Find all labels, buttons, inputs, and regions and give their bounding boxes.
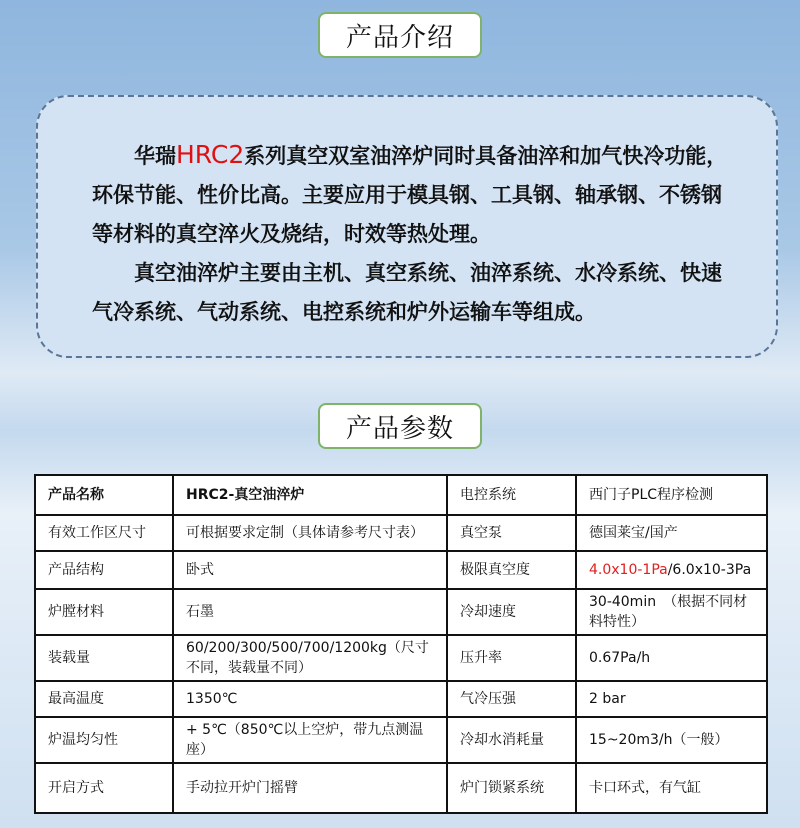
param-value: 15~20m3/h（一般）: [576, 717, 767, 763]
param-value: 德国莱宝/国产: [576, 515, 767, 551]
value-text: /6.0x10-3Pa: [667, 562, 752, 578]
param-value: 0.67Pa/h: [576, 635, 767, 681]
param-label: 炉膛材料: [35, 589, 173, 635]
table-row: [35, 635, 767, 681]
table-row: [35, 475, 767, 515]
param-label: 炉温均匀性: [35, 717, 173, 763]
param-value: 2 bar: [576, 681, 767, 717]
param-label: 炉门锁紧系统: [447, 763, 576, 813]
param-label: 开启方式: [35, 763, 173, 813]
param-value: 可根据要求定制（具体请参考尺寸表）: [173, 515, 447, 551]
param-value: HRC2-真空油淬炉: [173, 475, 447, 515]
param-label: 有效工作区尺寸: [35, 515, 173, 551]
highlight-value: 4.0x10-1Pa: [589, 562, 668, 578]
table-row: [35, 589, 767, 635]
params-section-title: 产品参数: [318, 403, 482, 449]
param-label: 产品名称: [35, 475, 173, 515]
params-table: [34, 474, 768, 814]
table-row: [35, 551, 767, 589]
param-label: 压升率: [447, 635, 576, 681]
intro-paragraph-1: [92, 135, 736, 254]
param-value: 卡口环式，有气缸: [576, 763, 767, 813]
param-value: 30-40min （根据不同材料特性）: [576, 589, 767, 635]
param-label: 真空泵: [447, 515, 576, 551]
param-label: 极限真空度: [447, 551, 576, 589]
param-label: 气冷压强: [447, 681, 576, 717]
intro-panel: [36, 95, 778, 358]
brand-name: 华瑞: [134, 144, 176, 168]
table-row: [35, 717, 767, 763]
param-label: 电控系统: [447, 475, 576, 515]
param-label: 装载量: [35, 635, 173, 681]
param-label: 最高温度: [35, 681, 173, 717]
param-value: [576, 551, 767, 589]
param-label: 冷却水消耗量: [447, 717, 576, 763]
param-value: 手动拉开炉门摇臂: [173, 763, 447, 813]
param-value: 西门子PLC程序检测: [576, 475, 767, 515]
param-value: 卧式: [173, 551, 447, 589]
param-label: 冷却速度: [447, 589, 576, 635]
table-row: [35, 763, 767, 813]
table-row: [35, 515, 767, 551]
intro-text-1: 系列真空双室油淬炉同时具备油淬和加气快冷功能，环保节能、性价比高。主要应用于模具钢、工具钢、轴承钢、不锈钢等材料的真空淬火及烧结，时效等热处理。: [92, 144, 728, 246]
param-label: 产品结构: [35, 551, 173, 589]
table-row: [35, 681, 767, 717]
param-value: 石墨: [173, 589, 447, 635]
model-name: HRC2: [176, 140, 245, 169]
intro-paragraph-2: 真空油淬炉主要由主机、真空系统、油淬系统、水冷系统、快速气冷系统、气动系统、电控系统和炉外运输车等组成。: [92, 261, 722, 324]
param-value: 60/200/300/500/700/1200kg（尺寸不同，装载量不同）: [173, 635, 447, 681]
intro-section-title: 产品介绍: [318, 12, 482, 58]
param-value: + 5℃（850℃以上空炉，带九点测温座）: [173, 717, 447, 763]
param-value: 1350℃: [173, 681, 447, 717]
